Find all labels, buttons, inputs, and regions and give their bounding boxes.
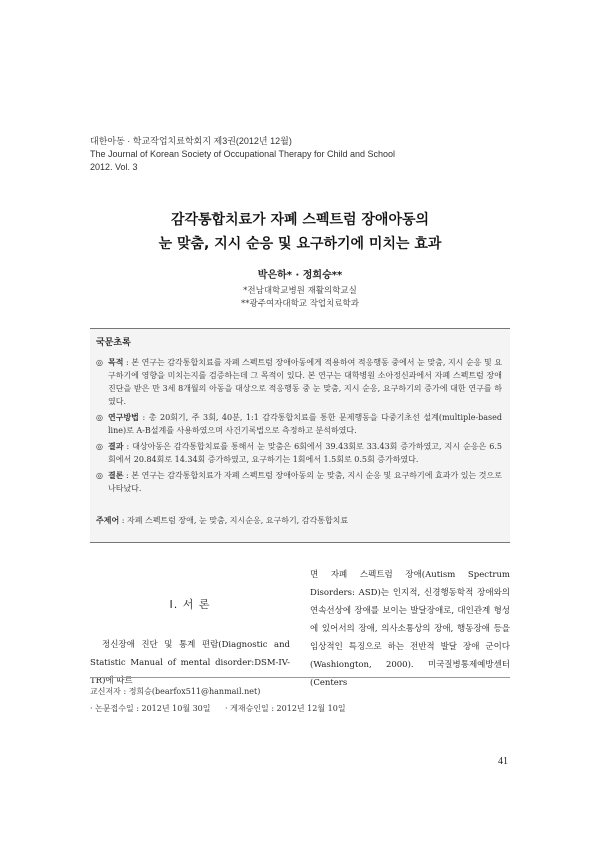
abstract-results [96,440,502,466]
bullet-icon: ◎ [96,358,103,367]
abstract-label: 결론 [108,471,124,480]
accepted-date: · 게재승인일 : 2012년 12월 10일 [225,704,346,713]
abstract-text: : 대상아동은 감각통합치료를 통해서 눈 맞춤은 6회에서 39.43회로 33.43회 증가하였고, 지시 순응은 6.5회에서 20.84회로 14.34회 증가하였고, 요구하기는 1회에서 1.5회로 0.5회 증가하였다. [108,442,502,464]
left-column [90,566,290,690]
abstract-text: : 총 20회기, 주 3회, 40분, 1:1 감각통합치료를 통한 문제행동을 다중기초선 설계(multiple-based line)로 A-B설계를 사용하였으며 사건기록법으로 측정하고 분석하였다. [108,413,502,435]
body-text-left: 정신장애 진단 및 통계 편람(Diagnostic and Statistic Manual of mental disorder:DSM-IV-TR)에 따르 [90,640,290,686]
keywords-label: 주제어 [96,516,120,525]
submission-dates [90,700,358,717]
keywords [96,515,348,526]
journal-english-name: The Journal of Korean Society of Occupational Therapy for Child and School [90,149,396,159]
footnotes [90,683,358,717]
bullet-icon: ◎ [96,442,103,451]
abstract-text: : 본 연구는 감각통합치료가 자폐 스펙트럼 장애아동의 눈 맞춤, 지시 순응 및 요구하기에 효과가 있는 것으로 나타났다. [108,471,502,493]
paper-title [0,208,600,256]
page-number: 41 [498,756,508,767]
affiliations [0,285,600,311]
keywords-text: : 자폐 스펙트럼 장애, 눈 맞춤, 지시순응, 요구하기, 감각통합치료 [119,516,349,525]
journal-korean-name: 대한아동 · 학교작업치료학회지 제3권(2012년 12월) [90,136,292,146]
abstract-purpose [96,356,502,408]
abstract-label: 연구방법 [108,413,139,422]
abstract-conclusion [96,469,502,495]
journal-volume: 2012. Vol. 3 [90,162,138,172]
affiliation-2: **광주여자대학교 작업치료학과 [241,299,359,309]
abstract-label: 결과 [108,442,124,451]
bullet-icon: ◎ [96,471,103,480]
footnote-divider [90,677,510,678]
title-line-2: 눈 맞춤, 지시 순응 및 요구하기에 미치는 효과 [158,236,442,252]
received-date: · 논문접수일 : 2012년 10월 30일 [90,704,211,713]
right-column [310,566,510,692]
title-line-1: 감각통합치료가 자폐 스펙트럼 장애아동의 [170,212,430,228]
section-heading: I. 서 론 [169,598,211,611]
abstract-heading: 국문초록 [96,338,131,348]
corresponding-author: 교신저자 : 정희승(bearfox511@hanmail.net) [90,687,261,696]
author-list: 박은하* · 정희승** [257,270,343,281]
abstract-box [90,328,510,543]
affiliation-1: *전남대학교병원 재활의학교실 [243,286,357,296]
abstract-text: : 본 연구는 감각통합치료를 자폐 스펙트럼 장애아동에게 적용하여 적응행동 중에서 눈 맞춤, 지시 순응 및 요구하기에 영향을 미치는지를 검증하는데 그 목적이 있다. 본 연구는 대학병원 소아정신과에서 자폐 스펙트럼 장애 진단을 받은 만 3세 8개월의 아동을 대상으로 적응행동 중 눈 맞춤, 지시 순응, 요구하기의 증가에 대한 연구를 하였다. [108,358,502,406]
abstract-method [96,411,502,437]
body-text-right: 면 자폐 스펙트럼 장애(Autism Spectrum Disorders: ASD)는 인지적, 신경행동학적 장애와의 연속선상에 장애를 보이는 발달장애로, 대인관계 형성에 있어서의 장애, 의사소통상의 장애, 행동장애 등을 임상적인 특징으로 하는 전반적 발달 장애 군이다(Washiongton, 2000). 미국질병통제예방센터(Centers [310,570,510,688]
journal-header [90,135,395,174]
abstract-label: 목적 [108,358,124,367]
bullet-icon: ◎ [96,413,103,422]
